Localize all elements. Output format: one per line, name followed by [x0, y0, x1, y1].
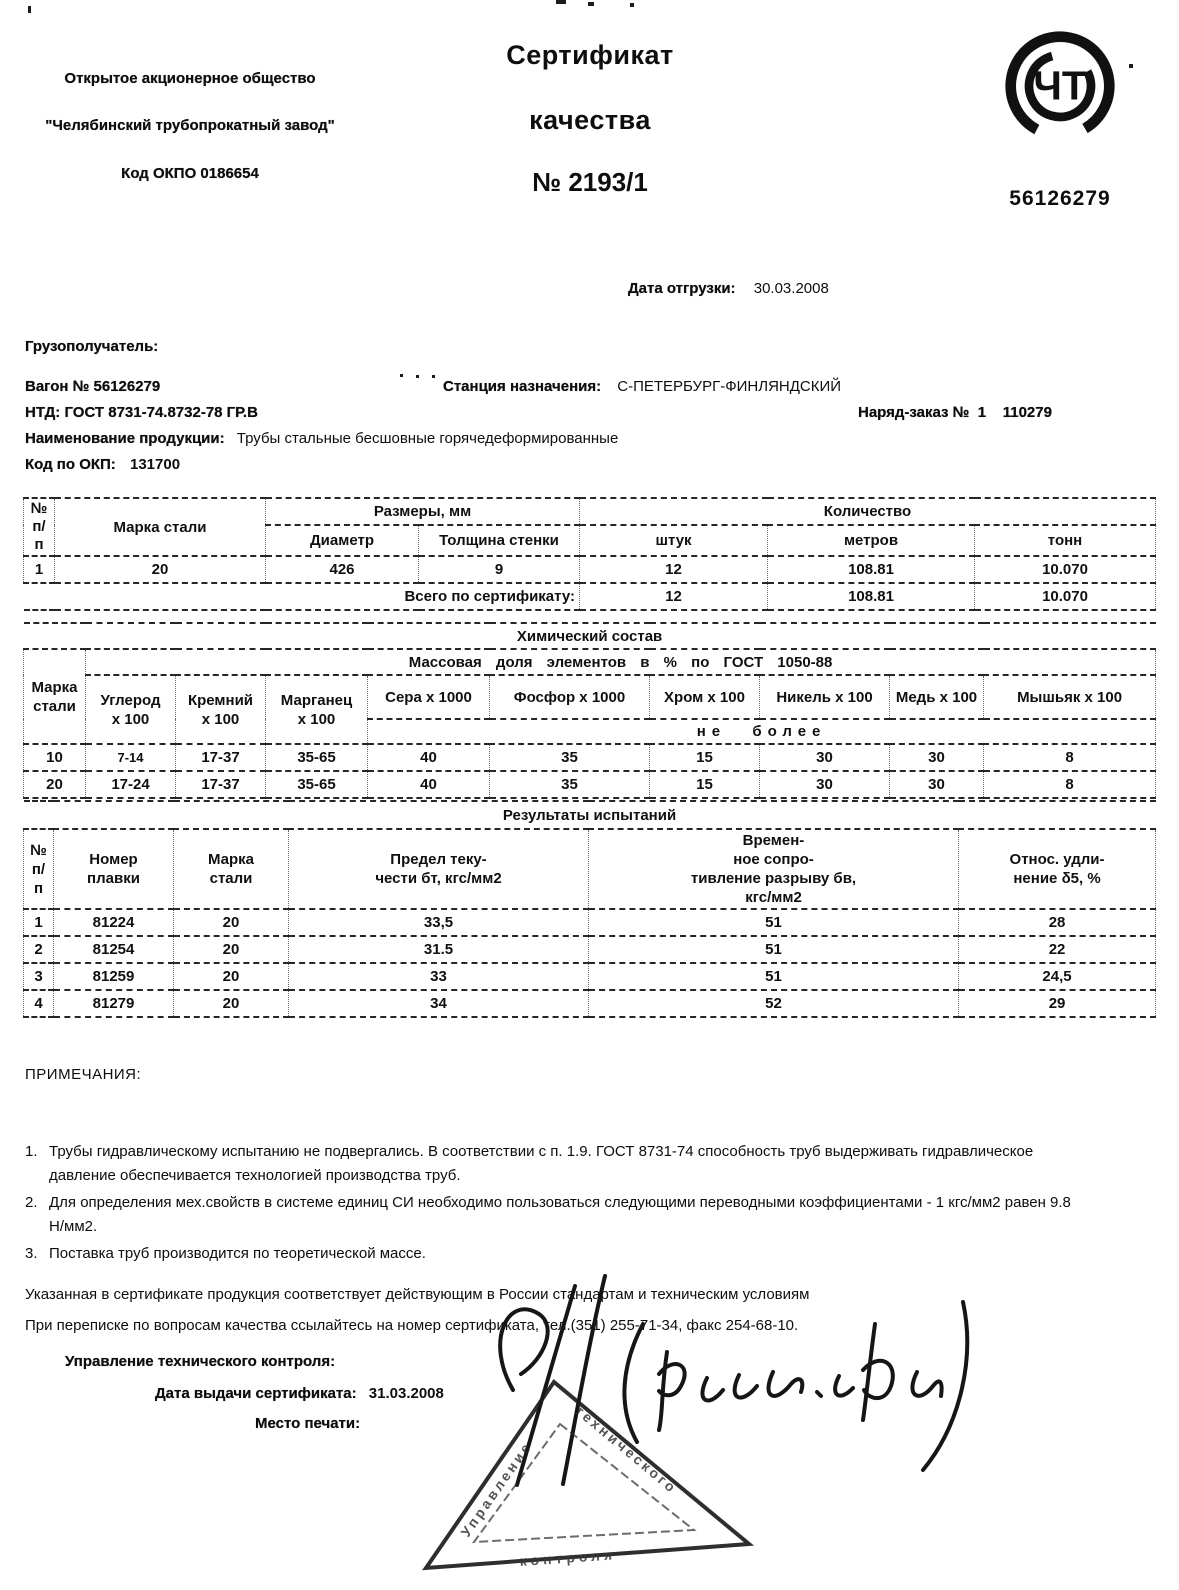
table-row [24, 556, 1156, 583]
col-header-tons: тонн [975, 525, 1156, 556]
col-header-melt-line1: Номер [89, 851, 138, 868]
product-value: Трубы стальные бесшовные горячедеформированные [236, 430, 619, 447]
issue-date-label: Дата выдачи сертификата: [155, 1385, 357, 1402]
cell-tensile: 52 [589, 990, 959, 1017]
col-header-silicon-line2: х 100 [201, 710, 240, 728]
group-header-quantity: Количество [580, 498, 1156, 525]
note-text: Для определения мех.свойств в системе единиц СИ необходимо пользоваться следующими переводными коэффициентами - 1 кгс/мм2 равен 9.8 Н/мм2. [49, 1194, 1071, 1235]
note-item [25, 1140, 1083, 1188]
col-header-grade [24, 649, 86, 744]
col-header-silicon [176, 675, 266, 744]
total-tons: 10.070 [975, 583, 1156, 610]
cell-num: 3 [24, 963, 54, 990]
col-header-yield-strength [289, 829, 589, 909]
col-header-num [24, 498, 55, 556]
company-name-line2: "Челябинский трубопрокатный завод" [45, 117, 335, 134]
cell-carbon: 7-14 [86, 744, 176, 771]
stamp-text-right: технического [572, 1402, 681, 1497]
notes-title: ПРИМЕЧАНИЯ: [25, 1066, 142, 1083]
cell-yield: 33,5 [289, 909, 589, 936]
cell-num: 1 [24, 909, 54, 936]
table-row [24, 909, 1156, 936]
cell-sulfur: 40 [368, 744, 490, 771]
cell-silicon: 17-37 [176, 744, 266, 771]
note-number: 1. [25, 1143, 38, 1160]
col-header-sulfur: Сера х 1000 [368, 675, 490, 719]
cell-num: 4 [24, 990, 54, 1017]
cell-elongation: 29 [959, 990, 1156, 1017]
logo-text: ЧТ [1033, 62, 1087, 109]
document-title-line1: Сертификат [506, 40, 674, 70]
okp-row [25, 456, 180, 473]
cell-elongation: 24,5 [959, 963, 1156, 990]
document-title-line2: качества [529, 105, 651, 135]
col-header-steel-grade: Марка стали [55, 498, 266, 556]
cell-grade: 20 [24, 771, 86, 798]
cell-melt: 81224 [54, 909, 174, 936]
cell-grade: 10 [24, 744, 86, 771]
company-okpo: Код ОКПО 0186654 [121, 165, 259, 182]
notes-list [25, 1140, 1083, 1269]
table-total-row [24, 583, 1156, 610]
chem-not-more-header: не более [368, 719, 1156, 744]
col-header-elongation [959, 829, 1156, 909]
issue-date-row [155, 1385, 444, 1402]
chem-mass-header: Массовая доля элементов в % по ГОСТ 1050-88 [86, 649, 1156, 675]
col-header-yield-line1: Предел теку- [390, 851, 487, 868]
col-header-silicon-line1: Кремний [187, 691, 254, 709]
col-header-manganese [266, 675, 368, 744]
cell-melt: 81254 [54, 936, 174, 963]
total-label: Всего по сертификату: [24, 583, 580, 610]
certificate-number: № 2193/1 [532, 167, 648, 197]
scan-artifact [400, 374, 403, 377]
ship-date-value: 30.03.2008 [753, 280, 829, 297]
cell-nickel: 30 [760, 771, 890, 798]
scan-artifact [588, 2, 594, 6]
total-meters: 108.81 [768, 583, 975, 610]
cell-chromium: 15 [650, 771, 760, 798]
cell-pieces: 12 [580, 556, 768, 583]
col-header-grade [174, 829, 289, 909]
cell-yield: 31.5 [289, 936, 589, 963]
table-row [24, 963, 1156, 990]
col-header-num-line2: п/п [32, 518, 46, 553]
total-pieces: 12 [580, 583, 768, 610]
seal-place-label: Место печати: [255, 1415, 361, 1432]
table-row [24, 744, 1156, 771]
col-header-num-line2: п/п [31, 860, 46, 897]
cell-phosphorus: 35 [490, 771, 650, 798]
col-header-phosphorus: Фосфор х 1000 [490, 675, 650, 719]
test-results-table [23, 800, 1156, 1018]
table-row [24, 936, 1156, 963]
scan-artifact [556, 0, 566, 4]
cell-tensile: 51 [589, 963, 959, 990]
station-label: Станция назначения: [443, 378, 602, 395]
ship-date-label: Дата отгрузки: [628, 280, 736, 297]
chemical-composition-table [23, 622, 1156, 799]
col-header-tensile-line1: Времен- [742, 832, 805, 849]
scan-artifact [28, 6, 31, 13]
cell-sulfur: 40 [368, 771, 490, 798]
note-number: 3. [25, 1245, 38, 1262]
cell-grade: 20 [174, 936, 289, 963]
cell-num: 1 [24, 556, 55, 583]
cell-grade: 20 [55, 556, 266, 583]
cell-melt: 81279 [54, 990, 174, 1017]
group-header-sizes: Размеры, мм [266, 498, 580, 525]
note-number: 2. [25, 1194, 38, 1211]
col-header-meters: метров [768, 525, 975, 556]
col-header-num-line1: № [30, 500, 48, 517]
note-text: Поставка труб производится по теоретической массе. [49, 1245, 426, 1262]
cell-diameter: 426 [266, 556, 419, 583]
stamp-text-bottom: контроля [519, 1546, 617, 1569]
col-header-grade-line2: стали [209, 870, 253, 887]
wagon-code-top: 56126279 [1009, 187, 1111, 210]
sizes-quantity-table [23, 497, 1156, 611]
okp-label: Код по ОКП: [25, 456, 116, 473]
col-header-manganese-line1: Марганец [280, 691, 353, 709]
col-header-nickel: Никель х 100 [760, 675, 890, 719]
cell-copper: 30 [890, 771, 984, 798]
compliance-statement-line2: При переписке по вопросам качества ссылайтесь на номер сертификата, тел.(351) 255-71-34, факс 254-68-10. [25, 1317, 799, 1334]
cell-yield: 34 [289, 990, 589, 1017]
cell-grade: 20 [174, 963, 289, 990]
col-header-carbon-line2: х 100 [111, 710, 150, 728]
quality-control-dept-label: Управление технического контроля: [65, 1353, 336, 1370]
col-header-melt-number [54, 829, 174, 909]
table-row [24, 990, 1156, 1017]
order-line: Наряд-заказ № 1 110279 [858, 404, 1052, 421]
col-header-manganese-line2: х 100 [297, 710, 336, 728]
station-value: С-ПЕТЕРБУРГ-ФИНЛЯНДСКИЙ [617, 378, 842, 395]
col-header-carbon [86, 675, 176, 744]
quality-control-stamp [412, 1372, 762, 1590]
results-table-title: Результаты испытаний [24, 801, 1156, 829]
cell-wall: 9 [419, 556, 580, 583]
cell-elongation: 28 [959, 909, 1156, 936]
scan-artifact [432, 375, 435, 378]
col-header-num [24, 829, 54, 909]
col-header-wall-thickness: Толщина стенки [419, 525, 580, 556]
table-row [24, 771, 1156, 798]
cell-tensile: 51 [589, 936, 959, 963]
col-header-chromium: Хром х 100 [650, 675, 760, 719]
wagon-line: Вагон № 56126279 [25, 378, 161, 395]
cell-tensile: 51 [589, 909, 959, 936]
note-item [25, 1191, 1083, 1239]
col-header-tensile-line4: кгс/мм2 [745, 889, 802, 906]
cell-carbon: 17-24 [86, 771, 176, 798]
product-label: Наименование продукции: [25, 430, 225, 447]
ntd-line: НТД: ГОСТ 8731-74.8732-78 ГР.В [25, 404, 258, 421]
chtpz-logo-icon [1002, 28, 1118, 144]
col-header-grade-line1: Марка [207, 851, 255, 868]
cell-phosphorus: 35 [490, 744, 650, 771]
cell-arsenic: 8 [984, 744, 1156, 771]
col-header-arsenic: Мышьяк х 100 [984, 675, 1156, 719]
scan-artifact [630, 3, 634, 7]
issue-date-value: 31.03.2008 [368, 1385, 444, 1402]
col-header-elongation-line1: Относ. удли- [1009, 851, 1105, 868]
cell-melt: 81259 [54, 963, 174, 990]
col-header-copper: Медь х 100 [890, 675, 984, 719]
col-header-elongation-line2: нение δ5, % [1013, 870, 1101, 887]
cell-arsenic: 8 [984, 771, 1156, 798]
cell-num: 2 [24, 936, 54, 963]
cell-yield: 33 [289, 963, 589, 990]
cell-elongation: 22 [959, 936, 1156, 963]
col-header-pieces: штук [580, 525, 768, 556]
cell-chromium: 15 [650, 744, 760, 771]
col-header-carbon-line1: Углерод [100, 691, 161, 709]
cell-silicon: 17-37 [176, 771, 266, 798]
product-row [25, 430, 618, 447]
cell-manganese: 35-65 [266, 771, 368, 798]
consignee-label: Грузополучатель: [25, 338, 159, 355]
col-header-grade-line1: Марка [31, 678, 78, 696]
station-row [443, 378, 841, 395]
col-header-diameter: Диаметр [266, 525, 419, 556]
cell-meters: 108.81 [768, 556, 975, 583]
scan-artifact [1129, 64, 1133, 68]
cell-manganese: 35-65 [266, 744, 368, 771]
ship-date-row [628, 280, 829, 297]
cell-copper: 30 [890, 744, 984, 771]
col-header-tensile-line3: тивление разрыву бв, [690, 870, 857, 887]
col-header-tensile-line2: ное сопро- [733, 851, 814, 868]
okp-value: 131700 [129, 456, 181, 473]
cell-grade: 20 [174, 990, 289, 1017]
note-item [25, 1242, 1083, 1266]
compliance-statement-line1: Указанная в сертификате продукция соответствует действующим в России стандартам и техническим условиям [25, 1286, 810, 1303]
chem-table-title: Химический состав [24, 623, 1156, 649]
col-header-melt-line2: плавки [87, 870, 140, 887]
company-name-line1: Открытое акционерное общество [64, 70, 316, 87]
col-header-yield-line2: чести бт, кгс/мм2 [375, 870, 502, 887]
col-header-grade-line2: стали [33, 697, 76, 715]
scan-artifact [416, 375, 419, 378]
cell-tons: 10.070 [975, 556, 1156, 583]
stamp-text-left: Управление [457, 1438, 536, 1540]
cell-nickel: 30 [760, 744, 890, 771]
col-header-tensile-strength [589, 829, 959, 909]
cell-grade: 20 [174, 909, 289, 936]
col-header-num-line1: № [30, 841, 47, 859]
note-text: Трубы гидравлическому испытанию не подвергались. В соответствии с п. 1.9. ГОСТ 8731-74 способность труб выдерживать гидравлическое давление обеспечивается технологией производства труб. [49, 1143, 1034, 1184]
